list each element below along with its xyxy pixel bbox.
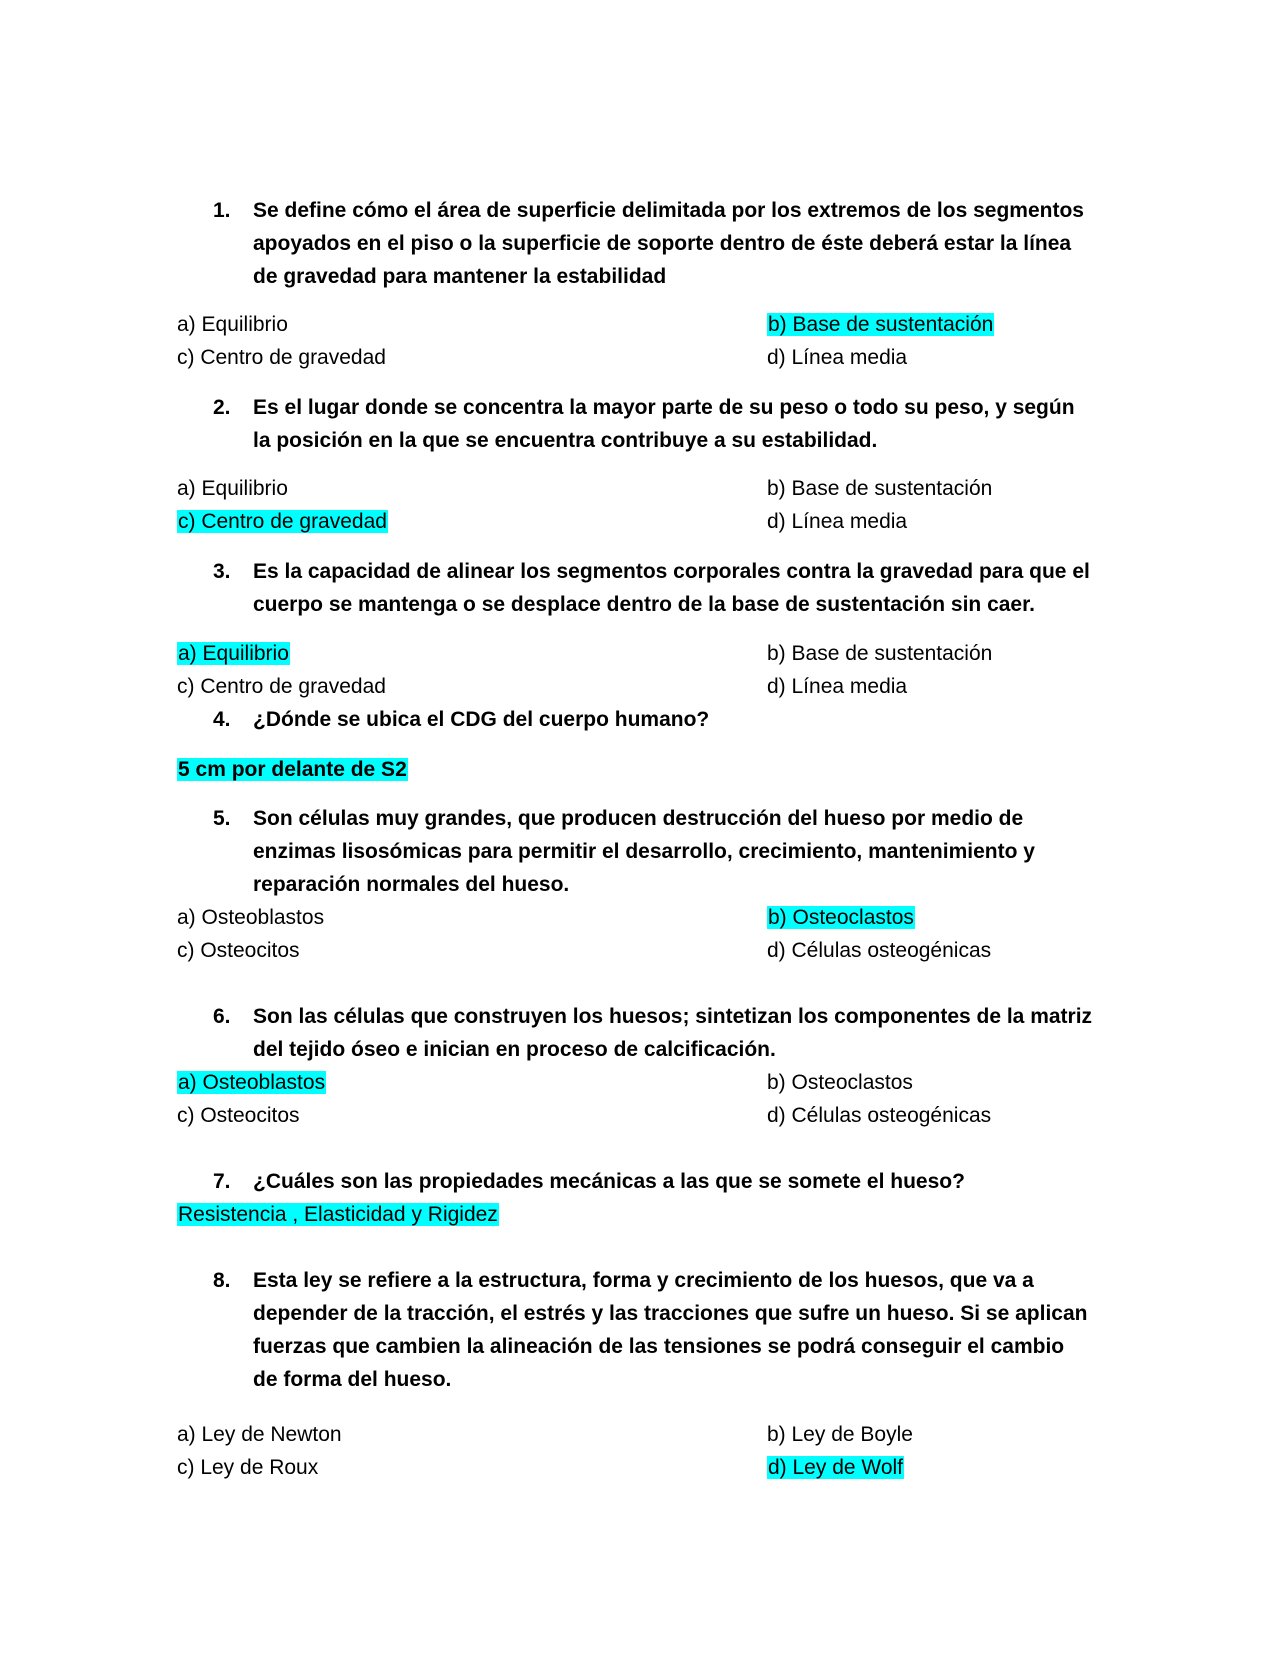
option-a — [177, 637, 290, 670]
question-1 — [213, 194, 1093, 293]
highlighted-answer: Resistencia , Elasticidad y Rigidez — [178, 1203, 498, 1226]
question-number: 5. — [213, 807, 231, 830]
question-text: Son las células que construyen los huesos; sintetizan los componentes de la matriz del tejido óseo e inician en proceso de calcificación. — [253, 1005, 1093, 1061]
highlighted-answer: 5 cm por delante de S2 — [178, 758, 407, 781]
option-c: c) Osteocitos — [177, 1104, 300, 1127]
highlighted-answer: d) Ley de Wolf — [768, 1456, 904, 1479]
option-b: b) Osteoclastos — [767, 1071, 913, 1094]
question-text: ¿Cuáles son las propiedades mecánicas a las que se somete el hueso? — [253, 1170, 965, 1193]
option-a: a) Equilibrio — [177, 477, 288, 500]
option-c: c) Osteocitos — [177, 939, 300, 962]
answer-7 — [177, 1198, 499, 1231]
highlighted-answer: b) Osteoclastos — [768, 906, 914, 929]
highlighted-answer: b) Base de sustentación — [768, 313, 994, 336]
option-c — [177, 505, 388, 538]
option-c: c) Ley de Roux — [177, 1456, 319, 1479]
highlighted-answer: c) Centro de gravedad — [178, 510, 387, 533]
option-c: c) Centro de gravedad — [177, 675, 386, 698]
option-b — [767, 901, 915, 934]
question-text: Es la capacidad de alinear los segmentos corporales contra la gravedad para que el cuerpo se mantenga o se desplace dentro de la base de sustentación sin caer. — [253, 560, 1090, 616]
question-number: 1. — [213, 199, 231, 222]
option-d: d) Línea media — [767, 510, 908, 533]
question-text: Es el lugar donde se concentra la mayor parte de su peso o todo su peso, y según la posición en la que se encuentra contribuye a su estabilidad. — [253, 396, 1075, 452]
option-d — [767, 1451, 904, 1484]
question-number: 4. — [213, 708, 231, 731]
option-a: a) Ley de Newton — [177, 1423, 342, 1446]
question-8 — [213, 1264, 1093, 1396]
option-a: a) Equilibrio — [177, 313, 288, 336]
highlighted-answer: a) Equilibrio — [178, 642, 289, 665]
question-text: ¿Dónde se ubica el CDG del cuerpo humano? — [253, 708, 710, 731]
option-a — [177, 1066, 326, 1099]
option-d: d) Células osteogénicas — [767, 1104, 992, 1127]
option-a: a) Osteoblastos — [177, 906, 325, 929]
option-d: d) Células osteogénicas — [767, 939, 992, 962]
option-d: d) Línea media — [767, 346, 908, 369]
question-7 — [213, 1165, 1093, 1198]
question-number: 3. — [213, 560, 231, 583]
question-text: Se define cómo el área de superficie delimitada por los extremos de los segmentos apoyados en el piso o la superficie de soporte dentro de éste deberá estar la línea de gravedad para mantener la estabilidad — [253, 199, 1084, 288]
question-text: Esta ley se refiere a la estructura, forma y crecimiento de los huesos, que va a depender de la tracción, el estrés y las tracciones que sufre un hueso. Si se aplican fuerzas que cambien la alineación de las tensiones se podrá conseguir el cambio de forma del hueso. — [253, 1269, 1088, 1391]
question-number: 6. — [213, 1005, 231, 1028]
question-3 — [213, 555, 1093, 621]
answer-4 — [177, 753, 408, 786]
option-c: c) Centro de gravedad — [177, 346, 386, 369]
question-6 — [213, 1000, 1093, 1066]
question-number: 2. — [213, 396, 231, 419]
question-5 — [213, 802, 1093, 901]
question-number: 7. — [213, 1170, 231, 1193]
question-text: Son células muy grandes, que producen destrucción del hueso por medio de enzimas lisosómicas para permitir el desarrollo, crecimiento, mantenimiento y reparación normales del hueso. — [253, 807, 1035, 896]
option-b: b) Base de sustentación — [767, 477, 993, 500]
option-b: b) Base de sustentación — [767, 642, 993, 665]
question-4 — [213, 703, 1093, 736]
option-b — [767, 308, 994, 341]
question-number: 8. — [213, 1269, 231, 1292]
option-d: d) Línea media — [767, 675, 908, 698]
highlighted-answer: a) Osteoblastos — [178, 1071, 326, 1094]
option-b: b) Ley de Boyle — [767, 1423, 913, 1446]
question-2 — [213, 391, 1093, 457]
